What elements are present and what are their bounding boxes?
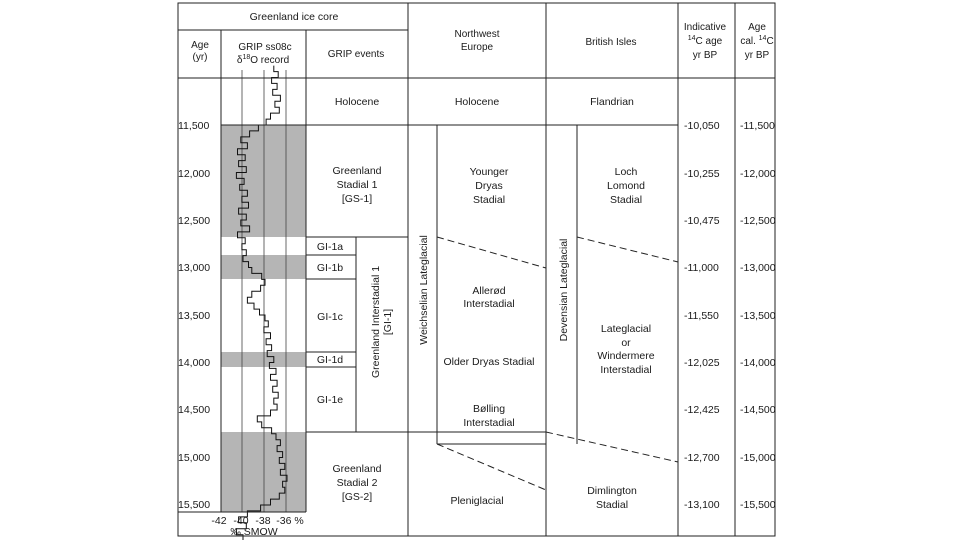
grip-header-line1: GRIP ss08c xyxy=(238,42,292,53)
ll-line1: Loch xyxy=(614,166,638,178)
allerod-line2: Interstadial xyxy=(463,298,515,310)
cal-header-line2: cal. $^{14}$C xyxy=(740,35,774,47)
yd-line3: Stadial xyxy=(472,194,506,206)
yd-line2: Dryas xyxy=(475,180,503,192)
gi1e-label: GI-1e xyxy=(316,394,344,406)
d18o-axis xyxy=(211,515,303,538)
d18o-unit-label: ‰ SMOW xyxy=(230,526,278,538)
age-header-line2: (yr) xyxy=(192,52,208,63)
grip-holocene: Holocene xyxy=(334,96,380,108)
cal-age-8: -15,000 xyxy=(740,452,776,464)
shade-gi1d xyxy=(221,352,306,367)
devensian-label: Devensian Lateglacial xyxy=(558,238,570,342)
british-isles-header: British Isles xyxy=(585,37,637,48)
dimlington-line1: Dimlington xyxy=(587,485,637,497)
c14-age-8: -12,700 xyxy=(684,452,720,464)
d18o-tick-minus42: -42 xyxy=(211,515,227,527)
header-row xyxy=(191,11,774,66)
c14-age-3: -10,475 xyxy=(684,215,720,227)
cal-age-5: -13,500 xyxy=(740,310,776,322)
age-tick-13000: 13,000 xyxy=(178,262,211,274)
nw-europe-column xyxy=(418,96,535,507)
nw-europe-header-line1: Northwest xyxy=(454,29,500,40)
bolling-pleniglacial-dashed xyxy=(437,444,546,490)
cal-header-line1: Age xyxy=(748,22,766,33)
stadial-shading xyxy=(221,125,306,512)
nw-europe-header-line2: Europe xyxy=(460,42,494,53)
yd-allerod-boundary xyxy=(437,237,546,268)
c14-age-7: -12,425 xyxy=(684,404,720,416)
gs2-line1: Greenland xyxy=(332,463,382,475)
flandrian-label: Flandrian xyxy=(590,96,634,108)
age-axis xyxy=(178,120,210,511)
windermere-line2: or xyxy=(621,337,631,349)
age-tick-13500: 13,500 xyxy=(178,310,211,322)
age-header-line1: Age xyxy=(191,40,209,51)
allerod-line1: Allerød xyxy=(472,285,506,297)
events-header: GRIP events xyxy=(327,49,385,60)
shade-gs2 xyxy=(221,432,306,512)
age-tick-15500: 15,500 xyxy=(178,499,211,511)
cal-age-column xyxy=(740,120,776,511)
pleniglacial-label: Pleniglacial xyxy=(450,495,504,507)
d18o-tick-minus38: -38 xyxy=(255,515,271,527)
devensian-label-group xyxy=(558,239,570,342)
ice-core-header: Greenland ice core xyxy=(249,11,339,23)
cal-age-9: -15,500 xyxy=(740,499,776,511)
cal-age-2: -12,000 xyxy=(740,168,776,180)
c14-header-line2: $^{14}$C age xyxy=(687,35,723,47)
d18o-tick-minus36: -36 % xyxy=(276,515,304,527)
gi1-label-line1: Greenland Interstadial 1 xyxy=(370,265,382,379)
windermere-line1: Lateglacial xyxy=(600,323,652,335)
weichselian-label: Weichselian Lateglacial xyxy=(418,235,430,345)
cal-age-7: -14,500 xyxy=(740,404,776,416)
nw-holocene: Holocene xyxy=(454,96,500,108)
gi1b-label: GI-1b xyxy=(316,262,344,274)
gi1-vertical-label xyxy=(370,266,394,378)
yd-line1: Younger xyxy=(469,166,509,178)
c14-age-9: -13,100 xyxy=(684,499,720,511)
c14-age-6: -12,025 xyxy=(684,357,720,369)
dimlington-line2: Stadial xyxy=(595,499,629,511)
cal-age-3: -12,500 xyxy=(740,215,776,227)
ll-line2: Lomond xyxy=(607,180,645,192)
gs1-line2: Stadial 1 xyxy=(336,179,378,191)
gs1-line1: Greenland xyxy=(332,165,382,177)
older-dryas-label: Older Dryas Stadial xyxy=(443,356,535,368)
bolling-line1: Bølling xyxy=(472,403,506,415)
gi1a-label: GI-1a xyxy=(316,241,344,253)
c14-age-1: -10,050 xyxy=(684,120,720,132)
shade-gi1b xyxy=(221,255,306,279)
shade-gs1 xyxy=(221,125,306,237)
c14-age-2: -10,255 xyxy=(684,168,720,180)
c14-header-line3: yr BP xyxy=(692,50,718,61)
bolling-line2: Interstadial xyxy=(463,417,515,429)
weichselian-label-group xyxy=(418,235,430,345)
age-tick-14500: 14,500 xyxy=(178,404,211,416)
british-isles-column xyxy=(558,96,655,511)
ll-windermere-boundary xyxy=(577,237,678,262)
gi1d-label: GI-1d xyxy=(316,354,344,366)
age-tick-15000: 15,000 xyxy=(178,452,211,464)
gi1c-label: GI-1c xyxy=(317,311,343,323)
c14-age-5: -11,550 xyxy=(684,310,719,322)
c14-age-4: -11,000 xyxy=(684,262,719,274)
dimlington-windermere-boundary xyxy=(546,432,678,462)
cal-age-1: -11,500 xyxy=(740,120,775,132)
ll-line3: Stadial xyxy=(609,194,643,206)
gi1-label-line2: [GI-1] xyxy=(382,308,394,336)
age-tick-14000: 14,000 xyxy=(178,357,211,369)
gs1-line3: [GS-1] xyxy=(341,193,373,205)
windermere-line3: Windermere xyxy=(597,350,655,362)
gs2-line3: [GS-2] xyxy=(341,491,373,503)
age-tick-12000: 12,000 xyxy=(178,168,211,180)
c14-age-column xyxy=(684,120,720,511)
c14-header-line1: Indicative xyxy=(683,22,727,33)
gs2-line2: Stadial 2 xyxy=(336,477,378,489)
age-tick-12500: 12,500 xyxy=(178,215,211,227)
grip-header-line2: $\delta^{18}O$ record xyxy=(236,54,290,66)
windermere-line4: Interstadial xyxy=(600,364,652,376)
cal-header-line3: yr BP xyxy=(744,50,770,61)
d18o-tick-minus40: -40 xyxy=(233,515,249,527)
cal-age-6: -14,000 xyxy=(740,357,776,369)
cal-age-4: -13,000 xyxy=(740,262,776,274)
age-tick-11500: 11,500 xyxy=(178,120,210,132)
grip-events-column xyxy=(317,96,394,503)
